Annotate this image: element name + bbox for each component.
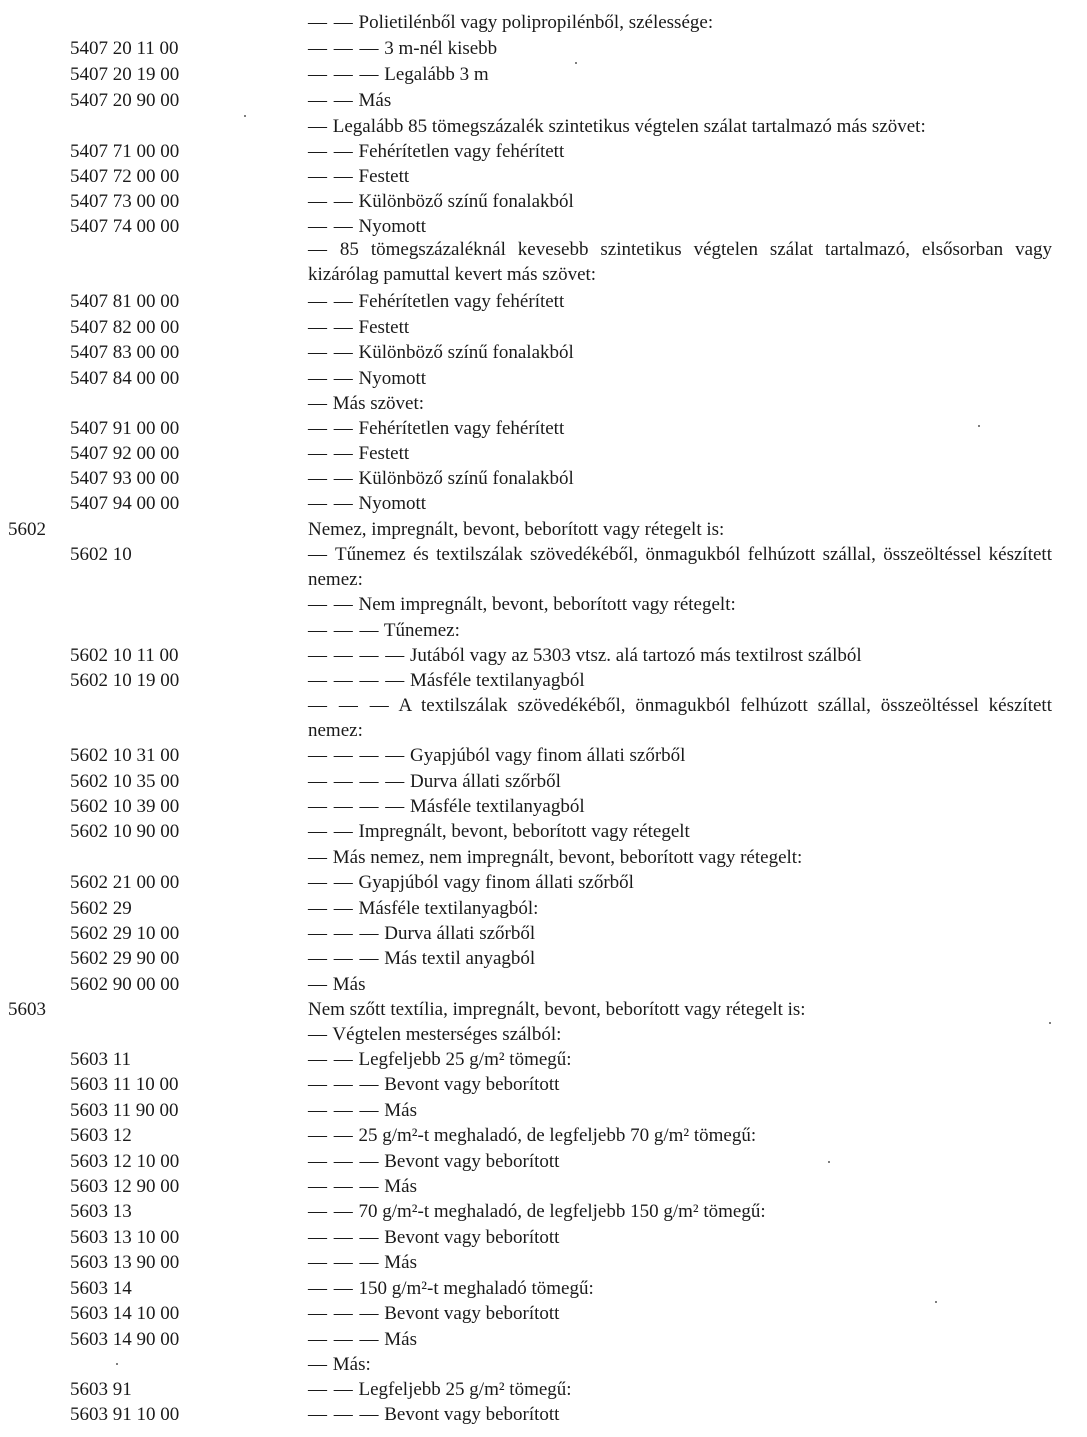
- tariff-code: 5602 29: [70, 898, 132, 919]
- description-text: Különböző színű fonalakból: [358, 468, 574, 489]
- tariff-description: [308, 491, 1052, 516]
- tariff-description: [308, 88, 1052, 113]
- tariff-description: [308, 36, 1052, 61]
- tariff-code: 5602 21 00 00: [70, 872, 180, 893]
- tariff-description: [308, 416, 1052, 441]
- tariff-code: 5407 20 90 00: [70, 90, 180, 111]
- scan-speck: [575, 62, 577, 64]
- tariff-description: [308, 870, 1052, 895]
- description-text: Bevont vagy beborított: [384, 1404, 560, 1425]
- tariff-code: 5603 14: [70, 1278, 132, 1299]
- indent-dashes: — —: [308, 342, 354, 363]
- tariff-code: 5603 13 90 00: [70, 1252, 180, 1273]
- tariff-code: 5602 10 39 00: [70, 796, 180, 817]
- indent-dashes: — — — —: [308, 670, 406, 691]
- description-text: Végtelen mesterséges szálból:: [332, 1024, 562, 1045]
- tariff-code: 5602 10 19 00: [70, 670, 180, 691]
- description-text: A textilszálak szövedékéből, önmagukból felhúzott szállal, összeöltéssel készített nemez:: [308, 695, 1052, 741]
- tariff-description: [308, 1250, 1052, 1275]
- tariff-code: 5603 11: [70, 1049, 132, 1070]
- description-text: Más nemez, nem impregnált, bevont, beborított vagy rétegelt:: [332, 847, 803, 868]
- scan-speck: [935, 1301, 937, 1303]
- tariff-code: 5407 92 00 00: [70, 443, 180, 464]
- tariff-description: [308, 896, 1052, 921]
- tariff-code: 5603 14 90 00: [70, 1329, 180, 1350]
- description-text: Polietilénből vagy polipropilénből, szélessége:: [358, 12, 714, 33]
- description-text: Bevont vagy beborított: [384, 1074, 560, 1095]
- tariff-description: [308, 819, 1052, 844]
- indent-dashes: — —: [308, 166, 354, 187]
- description-text: Nyomott: [358, 493, 427, 514]
- tariff-description: [308, 237, 1052, 287]
- tariff-description: [308, 1377, 1052, 1402]
- indent-dashes: —: [308, 1354, 328, 1375]
- scan-speck: [116, 1363, 118, 1365]
- tariff-code: 5603 13: [70, 1201, 132, 1222]
- tariff-code: 5407 84 00 00: [70, 368, 180, 389]
- description-text: Más: [332, 974, 366, 995]
- tariff-description: [308, 441, 1052, 466]
- description-text: Fehérítetlen vagy fehérített: [358, 141, 565, 162]
- scan-speck: [978, 425, 980, 427]
- tariff-code: 5602 10 90 00: [70, 821, 180, 842]
- indent-dashes: —: [308, 847, 328, 868]
- tariff-description: [308, 794, 1052, 819]
- tariff-description: [308, 1022, 1052, 1047]
- indent-dashes: — —: [308, 1278, 354, 1299]
- tariff-code: 5602 29 10 00: [70, 923, 180, 944]
- tariff-description: [308, 542, 1052, 592]
- tariff-code: 5603 91 10 00: [70, 1404, 180, 1425]
- tariff-description: [308, 668, 1052, 693]
- description-text: 25 g/m²-t meghaladó, de legfeljebb 70 g/m² tömegű:: [358, 1125, 757, 1146]
- tariff-description: [308, 769, 1052, 794]
- description-text: Más textil anyagból: [384, 948, 536, 969]
- tariff-description: [308, 1225, 1052, 1250]
- tariff-code: 5603 91: [70, 1379, 132, 1400]
- indent-dashes: — — —: [308, 923, 380, 944]
- heading-code: 5602: [8, 519, 46, 540]
- tariff-description: [308, 946, 1052, 971]
- tariff-code: 5603 11 90 00: [70, 1100, 179, 1121]
- description-text: Más: [384, 1329, 417, 1350]
- indent-dashes: — —: [308, 872, 354, 893]
- description-text: Gyapjúból vagy finom állati szőrből: [358, 872, 634, 893]
- indent-dashes: — —: [308, 821, 354, 842]
- tariff-description: [308, 164, 1052, 189]
- indent-dashes: —: [308, 1024, 328, 1045]
- description-text: Nemez, impregnált, bevont, beborított vagy rétegelt is:: [308, 519, 725, 540]
- tariff-description: [308, 1098, 1052, 1123]
- scan-speck: [828, 1161, 830, 1163]
- indent-dashes: — — —: [308, 1074, 380, 1095]
- indent-dashes: — —: [308, 468, 354, 489]
- description-text: Tűnemez:: [383, 620, 460, 641]
- description-text: Legfeljebb 25 g/m² tömegű:: [358, 1379, 572, 1400]
- heading-code: 5603: [8, 999, 46, 1020]
- description-text: Impregnált, bevont, beborított vagy rétegelt: [358, 821, 690, 842]
- description-text: 70 g/m²-t meghaladó, de legfeljebb 150 g/m² tömegű:: [358, 1201, 766, 1222]
- description-text: Más:: [332, 1354, 371, 1375]
- indent-dashes: — —: [308, 291, 354, 312]
- description-text: Nem szőtt textília, impregnált, bevont, beborított vagy rétegelt is:: [308, 999, 806, 1020]
- indent-dashes: — —: [308, 1379, 354, 1400]
- tariff-description: [308, 845, 1052, 870]
- tariff-code: 5407 93 00 00: [70, 468, 180, 489]
- tariff-code: 5407 83 00 00: [70, 342, 180, 363]
- tariff-description: [308, 921, 1052, 946]
- tariff-description: [308, 315, 1052, 340]
- description-text: Más: [384, 1176, 417, 1197]
- description-text: Másféle textilanyagból:: [358, 898, 539, 919]
- indent-dashes: — —: [308, 1049, 354, 1070]
- tariff-description: [308, 10, 1052, 35]
- description-text: Bevont vagy beborított: [384, 1151, 560, 1172]
- tariff-description: [308, 214, 1052, 239]
- description-text: Durva állati szőrből: [410, 771, 561, 792]
- indent-dashes: — — —: [308, 1404, 380, 1425]
- description-text: 3 m-nél kisebb: [384, 38, 498, 59]
- indent-dashes: — —: [308, 1125, 354, 1146]
- indent-dashes: — — —: [308, 1252, 380, 1273]
- description-text: Nyomott: [358, 216, 427, 237]
- description-text: Bevont vagy beborított: [384, 1227, 560, 1248]
- tariff-code: 5602 10 35 00: [70, 771, 180, 792]
- tariff-code: 5602 10: [70, 544, 132, 565]
- indent-dashes: — — —: [308, 620, 380, 641]
- tariff-code: 5407 82 00 00: [70, 317, 180, 338]
- indent-dashes: — — —: [308, 1329, 380, 1350]
- tariff-code: 5602 90 00 00: [70, 974, 180, 995]
- tariff-description: [308, 743, 1052, 768]
- tariff-description: [308, 972, 1052, 997]
- description-text: Másféle textilanyagból: [410, 670, 585, 691]
- tariff-description: [308, 1149, 1052, 1174]
- indent-dashes: — —: [308, 191, 354, 212]
- tariff-code: 5407 94 00 00: [70, 493, 180, 514]
- indent-dashes: — —: [308, 594, 354, 615]
- description-text: Festett: [358, 443, 410, 464]
- tariff-description: [308, 1402, 1052, 1427]
- tariff-description: [308, 466, 1052, 491]
- tariff-description: [308, 62, 1052, 87]
- indent-dashes: — —: [308, 493, 354, 514]
- tariff-description: [308, 643, 1052, 668]
- indent-dashes: — —: [308, 317, 354, 338]
- indent-dashes: — —: [308, 368, 354, 389]
- tariff-description: [308, 618, 1052, 643]
- tariff-description: [308, 1276, 1052, 1301]
- indent-dashes: — — —: [308, 38, 380, 59]
- description-text: Festett: [358, 166, 410, 187]
- tariff-description: [308, 592, 1052, 617]
- tariff-code: 5602 10 31 00: [70, 745, 180, 766]
- description-text: Durva állati szőrből: [384, 923, 536, 944]
- description-text: Festett: [358, 317, 410, 338]
- tariff-description: [308, 997, 1052, 1022]
- indent-dashes: —: [308, 974, 328, 995]
- description-text: Gyapjúból vagy finom állati szőrből: [410, 745, 686, 766]
- indent-dashes: — —: [308, 898, 354, 919]
- tariff-description: [308, 340, 1052, 365]
- tariff-code: 5603 13 10 00: [70, 1227, 180, 1248]
- indent-dashes: — — — —: [308, 745, 406, 766]
- tariff-code: 5407 73 00 00: [70, 191, 180, 212]
- description-text: Különböző színű fonalakból: [358, 191, 574, 212]
- description-text: Jutából vagy az 5303 vtsz. alá tartozó más textilrost szálból: [410, 645, 862, 666]
- tariff-description: [308, 693, 1052, 743]
- indent-dashes: — —: [308, 12, 354, 33]
- tariff-description: [308, 1072, 1052, 1097]
- scan-speck: [244, 115, 246, 117]
- tariff-code: 5407 74 00 00: [70, 216, 180, 237]
- tariff-code: 5602 29 90 00: [70, 948, 180, 969]
- indent-dashes: — —: [308, 443, 354, 464]
- tariff-code: 5407 71 00 00: [70, 141, 180, 162]
- tariff-description: [308, 391, 1052, 416]
- description-text: Legalább 3 m: [384, 64, 489, 85]
- description-text: 85 tömegszázaléknál kevesebb szintetikus végtelen szálat tartalmazó, elsősorban vagy kizárólag pamuttal kevert más szövet:: [308, 239, 1052, 285]
- tariff-description: [308, 1301, 1052, 1326]
- indent-dashes: —: [308, 116, 328, 137]
- tariff-description: [308, 1047, 1052, 1072]
- tariff-description: [308, 139, 1052, 164]
- description-text: Legfeljebb 25 g/m² tömegű:: [358, 1049, 572, 1070]
- tariff-code: 5407 20 11 00: [70, 38, 179, 59]
- description-text: Más szövet:: [332, 393, 425, 414]
- description-text: Más: [384, 1252, 417, 1273]
- indent-dashes: — — —: [308, 64, 380, 85]
- indent-dashes: —: [308, 544, 328, 565]
- indent-dashes: — —: [308, 90, 354, 111]
- tariff-code: 5407 20 19 00: [70, 64, 180, 85]
- indent-dashes: — — — —: [308, 645, 406, 666]
- tariff-description: [308, 114, 1052, 139]
- indent-dashes: — — —: [308, 1176, 380, 1197]
- indent-dashes: — — —: [308, 1303, 380, 1324]
- tariff-description: [308, 1327, 1052, 1352]
- scan-speck: [1049, 1022, 1051, 1024]
- indent-dashes: — — —: [308, 1100, 380, 1121]
- tariff-code: 5603 12: [70, 1125, 132, 1146]
- indent-dashes: — — — —: [308, 771, 406, 792]
- description-text: Különböző színű fonalakból: [358, 342, 574, 363]
- tariff-code: 5407 72 00 00: [70, 166, 180, 187]
- description-text: Más: [358, 90, 392, 111]
- tariff-description: [308, 189, 1052, 214]
- tariff-code: 5407 81 00 00: [70, 291, 180, 312]
- indent-dashes: —: [308, 239, 328, 260]
- tariff-description: [308, 1199, 1052, 1224]
- tariff-description: [308, 1174, 1052, 1199]
- description-text: Nyomott: [358, 368, 427, 389]
- description-text: Fehérítetlen vagy fehérített: [358, 291, 565, 312]
- tariff-code: 5407 91 00 00: [70, 418, 180, 439]
- indent-dashes: — —: [308, 141, 354, 162]
- description-text: Másféle textilanyagból: [410, 796, 585, 817]
- indent-dashes: —: [308, 393, 328, 414]
- description-text: Fehérítetlen vagy fehérített: [358, 418, 565, 439]
- description-text: 150 g/m²-t meghaladó tömegű:: [358, 1278, 594, 1299]
- tariff-code: 5603 14 10 00: [70, 1303, 180, 1324]
- description-text: Bevont vagy beborított: [384, 1303, 560, 1324]
- tariff-code: 5603 12 10 00: [70, 1151, 180, 1172]
- tariff-code: 5603 12 90 00: [70, 1176, 180, 1197]
- tariff-description: [308, 1352, 1052, 1377]
- tariff-description: [308, 366, 1052, 391]
- tariff-description: [308, 1123, 1052, 1148]
- indent-dashes: — — —: [308, 948, 380, 969]
- indent-dashes: — — —: [308, 695, 390, 716]
- description-text: Más: [384, 1100, 417, 1121]
- description-text: Nem impregnált, bevont, beborított vagy rétegelt:: [358, 594, 736, 615]
- indent-dashes: — —: [308, 418, 354, 439]
- indent-dashes: — —: [308, 216, 354, 237]
- tariff-description: [308, 517, 1052, 542]
- tariff-code: 5603 11 10 00: [70, 1074, 179, 1095]
- description-text: Legalább 85 tömegszázalék szintetikus végtelen szálat tartalmazó más szövet:: [332, 116, 926, 137]
- indent-dashes: — — —: [308, 1151, 380, 1172]
- indent-dashes: — — — —: [308, 796, 406, 817]
- tariff-description: [308, 289, 1052, 314]
- indent-dashes: — — —: [308, 1227, 380, 1248]
- indent-dashes: — —: [308, 1201, 354, 1222]
- tariff-code: 5602 10 11 00: [70, 645, 179, 666]
- description-text: Tűnemez és textilszálak szövedékéből, önmagukból felhúzott szállal, összeöltéssel készített nemez:: [308, 544, 1052, 590]
